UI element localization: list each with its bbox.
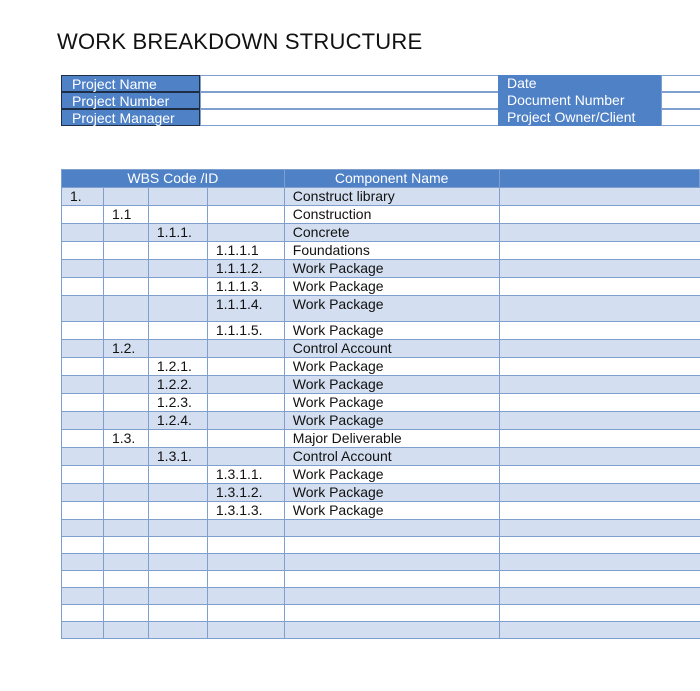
extra-cell[interactable] bbox=[499, 340, 700, 358]
component-name-cell[interactable] bbox=[284, 605, 499, 622]
component-name-cell[interactable]: Control Account bbox=[284, 448, 499, 466]
table-row bbox=[62, 224, 700, 242]
wbs-code-cell-l2[interactable] bbox=[103, 412, 148, 430]
component-name-header: Component Name bbox=[284, 170, 499, 188]
wbs-code-cell-l1[interactable] bbox=[62, 260, 104, 278]
table-row bbox=[62, 206, 700, 224]
project-owner-field[interactable] bbox=[661, 109, 700, 126]
wbs-code-cell-l1[interactable] bbox=[62, 520, 104, 537]
table-row bbox=[62, 466, 700, 484]
wbs-code-cell-l2[interactable] bbox=[103, 224, 148, 242]
extra-cell[interactable] bbox=[499, 448, 700, 466]
wbs-code-cell-l4[interactable] bbox=[207, 224, 284, 242]
wbs-code-cell-l2[interactable] bbox=[103, 376, 148, 394]
extra-cell[interactable] bbox=[499, 622, 700, 639]
wbs-code-cell-l4[interactable] bbox=[207, 520, 284, 537]
table-header-row bbox=[62, 170, 700, 188]
wbs-code-cell-l1[interactable] bbox=[62, 448, 104, 466]
wbs-code-cell-l3[interactable] bbox=[148, 554, 207, 571]
wbs-code-cell-l3[interactable] bbox=[148, 537, 207, 554]
table-row bbox=[62, 520, 700, 537]
wbs-code-cell-l3[interactable] bbox=[148, 605, 207, 622]
wbs-code-cell-l2[interactable] bbox=[103, 605, 148, 622]
wbs-code-cell-l4[interactable]: 1.1.1.4. bbox=[207, 296, 284, 322]
wbs-code-cell-l3[interactable] bbox=[148, 242, 207, 260]
component-name-cell[interactable] bbox=[284, 554, 499, 571]
wbs-code-cell-l1[interactable] bbox=[62, 242, 104, 260]
wbs-code-cell-l1[interactable] bbox=[62, 376, 104, 394]
table-row bbox=[62, 278, 700, 296]
component-name-cell[interactable] bbox=[284, 537, 499, 554]
wbs-code-cell-l2[interactable] bbox=[103, 520, 148, 537]
wbs-code-cell-l3[interactable]: 1.3.1. bbox=[148, 448, 207, 466]
table-row bbox=[62, 358, 700, 376]
wbs-code-cell-l3[interactable] bbox=[148, 188, 207, 206]
wbs-code-cell-l3[interactable] bbox=[148, 588, 207, 605]
wbs-code-cell-l3[interactable] bbox=[148, 571, 207, 588]
wbs-code-cell-l4[interactable] bbox=[207, 571, 284, 588]
wbs-code-cell-l2[interactable] bbox=[103, 242, 148, 260]
wbs-code-cell-l3[interactable] bbox=[148, 260, 207, 278]
component-name-cell[interactable]: Major Deliverable bbox=[284, 430, 499, 448]
wbs-code-cell-l4[interactable] bbox=[207, 340, 284, 358]
wbs-code-cell-l4[interactable] bbox=[207, 605, 284, 622]
extra-cell[interactable] bbox=[499, 466, 700, 484]
extra-header bbox=[499, 170, 700, 188]
component-name-cell[interactable]: Construction bbox=[284, 206, 499, 224]
extra-cell[interactable] bbox=[499, 605, 700, 622]
wbs-code-cell-l3[interactable]: 1.1.1. bbox=[148, 224, 207, 242]
table-row bbox=[62, 537, 700, 554]
wbs-code-cell-l2[interactable] bbox=[103, 466, 148, 484]
wbs-code-cell-l1[interactable] bbox=[62, 588, 104, 605]
wbs-code-cell-l4[interactable]: 1.3.1.1. bbox=[207, 466, 284, 484]
wbs-code-cell-l3[interactable] bbox=[148, 484, 207, 502]
project-owner-label: Project Owner/Client bbox=[498, 109, 661, 126]
wbs-code-cell-l2[interactable] bbox=[103, 278, 148, 296]
wbs-code-cell-l3[interactable] bbox=[148, 430, 207, 448]
wbs-code-header: WBS Code /ID bbox=[62, 170, 285, 188]
component-name-cell[interactable] bbox=[284, 571, 499, 588]
wbs-code-cell-l2[interactable] bbox=[103, 260, 148, 278]
wbs-code-cell-l2[interactable] bbox=[103, 394, 148, 412]
table-row bbox=[62, 242, 700, 260]
extra-cell[interactable] bbox=[499, 224, 700, 242]
wbs-code-cell-l4[interactable]: 1.1.1.5. bbox=[207, 322, 284, 340]
wbs-code-cell-l2[interactable]: 1.3. bbox=[103, 430, 148, 448]
wbs-code-cell-l4[interactable] bbox=[207, 394, 284, 412]
wbs-code-cell-l1[interactable]: 1. bbox=[62, 188, 104, 206]
extra-cell[interactable] bbox=[499, 188, 700, 206]
wbs-code-cell-l4[interactable] bbox=[207, 412, 284, 430]
wbs-code-cell-l4[interactable] bbox=[207, 588, 284, 605]
extra-cell[interactable] bbox=[499, 520, 700, 537]
wbs-code-cell-l2[interactable] bbox=[103, 296, 148, 322]
wbs-code-cell-l2[interactable] bbox=[103, 322, 148, 340]
wbs-code-cell-l4[interactable]: 1.1.1.1 bbox=[207, 242, 284, 260]
component-name-cell[interactable]: Work Package bbox=[284, 322, 499, 340]
component-name-cell[interactable]: Work Package bbox=[284, 394, 499, 412]
table-row bbox=[62, 188, 700, 206]
wbs-code-cell-l4[interactable]: 1.1.1.3. bbox=[207, 278, 284, 296]
wbs-code-cell-l1[interactable] bbox=[62, 206, 104, 224]
wbs-code-cell-l2[interactable] bbox=[103, 358, 148, 376]
wbs-code-cell-l1[interactable] bbox=[62, 554, 104, 571]
wbs-code-cell-l1[interactable] bbox=[62, 394, 104, 412]
wbs-code-cell-l4[interactable]: 1.3.1.3. bbox=[207, 502, 284, 520]
wbs-code-cell-l4[interactable] bbox=[207, 358, 284, 376]
wbs-table bbox=[61, 169, 700, 639]
table-row bbox=[62, 394, 700, 412]
wbs-code-cell-l3[interactable]: 1.2.4. bbox=[148, 412, 207, 430]
component-name-cell[interactable] bbox=[284, 520, 499, 537]
table-row bbox=[62, 430, 700, 448]
component-name-cell[interactable]: Concrete bbox=[284, 224, 499, 242]
extra-cell[interactable] bbox=[499, 206, 700, 224]
wbs-code-cell-l3[interactable]: 1.2.1. bbox=[148, 358, 207, 376]
wbs-code-cell-l2[interactable]: 1.1 bbox=[103, 206, 148, 224]
extra-cell[interactable] bbox=[499, 484, 700, 502]
table-row bbox=[62, 260, 700, 278]
wbs-code-cell-l4[interactable] bbox=[207, 430, 284, 448]
component-name-cell[interactable]: Work Package bbox=[284, 260, 499, 278]
wbs-code-cell-l2[interactable] bbox=[103, 448, 148, 466]
wbs-code-cell-l3[interactable]: 1.2.3. bbox=[148, 394, 207, 412]
extra-cell[interactable] bbox=[499, 430, 700, 448]
wbs-code-cell-l4[interactable]: 1.3.1.2. bbox=[207, 484, 284, 502]
wbs-code-cell-l1[interactable] bbox=[62, 430, 104, 448]
document-number-label: Document Number bbox=[498, 92, 661, 109]
wbs-code-cell-l3[interactable] bbox=[148, 278, 207, 296]
extra-cell[interactable] bbox=[499, 394, 700, 412]
wbs-code-cell-l1[interactable] bbox=[62, 571, 104, 588]
table-row bbox=[62, 554, 700, 571]
wbs-code-cell-l1[interactable] bbox=[62, 340, 104, 358]
wbs-code-cell-l1[interactable] bbox=[62, 322, 104, 340]
component-name-cell[interactable]: Work Package bbox=[284, 296, 499, 322]
extra-cell[interactable] bbox=[499, 502, 700, 520]
wbs-code-cell-l2[interactable] bbox=[103, 188, 148, 206]
extra-cell[interactable] bbox=[499, 322, 700, 340]
extra-cell[interactable] bbox=[499, 260, 700, 278]
component-name-cell[interactable]: Work Package bbox=[284, 502, 499, 520]
wbs-code-cell-l4[interactable] bbox=[207, 448, 284, 466]
date-field[interactable] bbox=[661, 75, 700, 92]
table-row bbox=[62, 340, 700, 358]
component-name-cell[interactable]: Work Package bbox=[284, 466, 499, 484]
table-row bbox=[62, 412, 700, 430]
extra-cell[interactable] bbox=[499, 571, 700, 588]
wbs-code-cell-l3[interactable]: 1.2.2. bbox=[148, 376, 207, 394]
wbs-code-cell-l1[interactable] bbox=[62, 224, 104, 242]
wbs-code-cell-l3[interactable] bbox=[148, 502, 207, 520]
extra-cell[interactable] bbox=[499, 412, 700, 430]
wbs-code-cell-l2[interactable] bbox=[103, 537, 148, 554]
wbs-code-cell-l1[interactable] bbox=[62, 605, 104, 622]
component-name-cell[interactable]: Work Package bbox=[284, 412, 499, 430]
extra-cell[interactable] bbox=[499, 537, 700, 554]
wbs-code-cell-l3[interactable] bbox=[148, 296, 207, 322]
wbs-code-cell-l1[interactable] bbox=[62, 622, 104, 639]
wbs-code-cell-l3[interactable] bbox=[148, 206, 207, 224]
extra-cell[interactable] bbox=[499, 358, 700, 376]
component-name-cell[interactable]: Foundations bbox=[284, 242, 499, 260]
wbs-code-cell-l3[interactable] bbox=[148, 466, 207, 484]
wbs-code-cell-l2[interactable] bbox=[103, 484, 148, 502]
wbs-code-cell-l3[interactable] bbox=[148, 520, 207, 537]
component-name-cell[interactable]: Work Package bbox=[284, 278, 499, 296]
table-row bbox=[62, 571, 700, 588]
wbs-code-cell-l3[interactable] bbox=[148, 340, 207, 358]
table-row bbox=[62, 448, 700, 466]
table-row bbox=[62, 484, 700, 502]
wbs-code-cell-l4[interactable]: 1.1.1.2. bbox=[207, 260, 284, 278]
wbs-code-cell-l1[interactable] bbox=[62, 412, 104, 430]
date-label: Date bbox=[498, 75, 661, 92]
wbs-code-cell-l4[interactable] bbox=[207, 622, 284, 639]
wbs-code-cell-l1[interactable] bbox=[62, 502, 104, 520]
component-name-cell[interactable]: Work Package bbox=[284, 376, 499, 394]
wbs-code-cell-l2[interactable]: 1.2. bbox=[103, 340, 148, 358]
table-row bbox=[62, 588, 700, 605]
table-row bbox=[62, 376, 700, 394]
component-name-cell[interactable] bbox=[284, 622, 499, 639]
extra-cell[interactable] bbox=[499, 554, 700, 571]
wbs-code-cell-l2[interactable] bbox=[103, 571, 148, 588]
wbs-code-cell-l2[interactable] bbox=[103, 554, 148, 571]
component-name-cell[interactable]: Work Package bbox=[284, 484, 499, 502]
document-number-field[interactable] bbox=[661, 92, 700, 109]
wbs-code-cell-l4[interactable] bbox=[207, 188, 284, 206]
wbs-code-cell-l1[interactable] bbox=[62, 466, 104, 484]
table-row bbox=[62, 605, 700, 622]
table-row bbox=[62, 622, 700, 639]
wbs-code-cell-l2[interactable] bbox=[103, 502, 148, 520]
page-title: WORK BREAKDOWN STRUCTURE bbox=[57, 29, 423, 54]
table-row bbox=[62, 322, 700, 340]
wbs-code-cell-l3[interactable] bbox=[148, 622, 207, 639]
extra-cell[interactable] bbox=[499, 242, 700, 260]
component-name-cell[interactable]: Construct library bbox=[284, 188, 499, 206]
project-name-label: Project Name bbox=[61, 75, 200, 92]
table-row bbox=[62, 296, 700, 322]
component-name-cell[interactable]: Work Package bbox=[284, 358, 499, 376]
wbs-code-cell-l1[interactable] bbox=[62, 537, 104, 554]
extra-cell[interactable] bbox=[499, 376, 700, 394]
component-name-cell[interactable] bbox=[284, 588, 499, 605]
extra-cell[interactable] bbox=[499, 588, 700, 605]
wbs-code-cell-l2[interactable] bbox=[103, 588, 148, 605]
wbs-code-cell-l1[interactable] bbox=[62, 358, 104, 376]
component-name-cell[interactable]: Control Account bbox=[284, 340, 499, 358]
wbs-code-cell-l3[interactable] bbox=[148, 322, 207, 340]
wbs-code-cell-l1[interactable] bbox=[62, 296, 104, 322]
project-manager-label: Project Manager bbox=[61, 109, 200, 126]
wbs-code-cell-l4[interactable] bbox=[207, 376, 284, 394]
wbs-code-cell-l4[interactable] bbox=[207, 206, 284, 224]
extra-cell[interactable] bbox=[499, 278, 700, 296]
table-row bbox=[62, 502, 700, 520]
wbs-code-cell-l2[interactable] bbox=[103, 622, 148, 639]
extra-cell[interactable] bbox=[499, 296, 700, 322]
wbs-code-cell-l4[interactable] bbox=[207, 537, 284, 554]
project-info-block bbox=[61, 75, 700, 126]
project-number-label: Project Number bbox=[61, 92, 200, 109]
wbs-code-cell-l1[interactable] bbox=[62, 484, 104, 502]
wbs-code-cell-l4[interactable] bbox=[207, 554, 284, 571]
wbs-code-cell-l1[interactable] bbox=[62, 278, 104, 296]
